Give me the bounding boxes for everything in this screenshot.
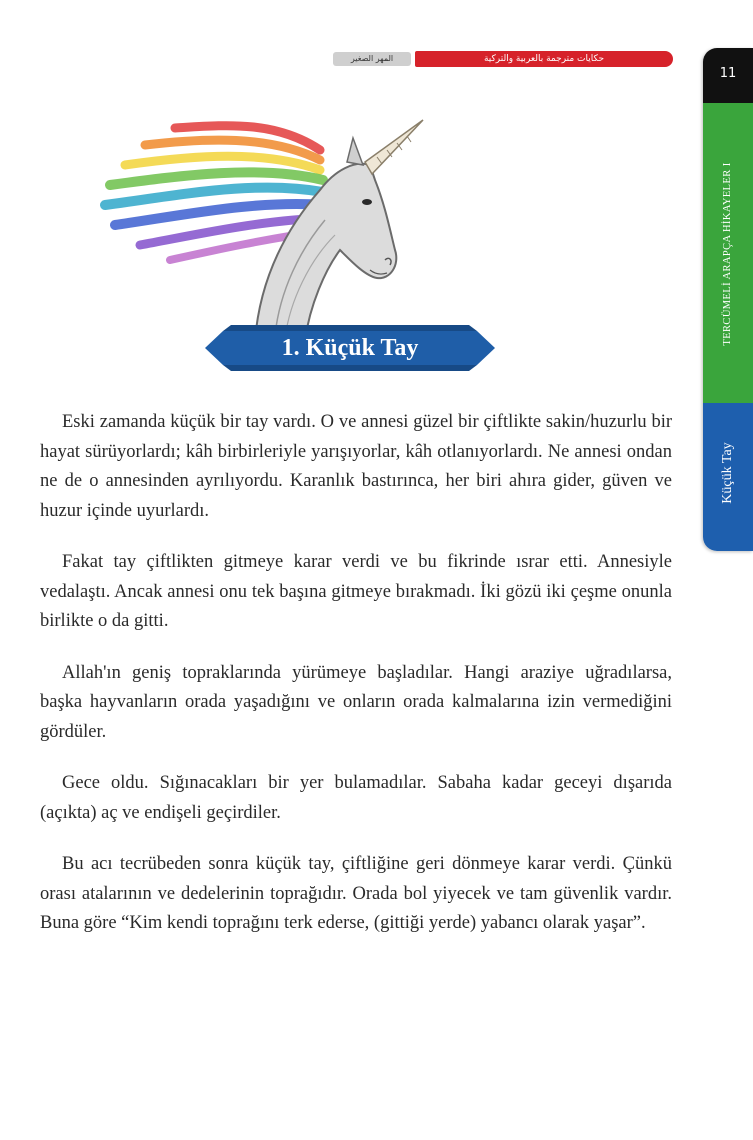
side-tab — [703, 48, 753, 551]
unicorn-head — [255, 120, 423, 340]
chapter-title: 1. Küçük Tay — [281, 335, 419, 361]
paragraph: Bu acı tecrübeden sonra küçük tay, çiftliğine geri dönmeye karar verdi. Çünkü orası atalarının ve dedelerinin toprağıdır. Orada bol yiyecek ve tam güvenlik vardır. Buna göre “Kim kendi toprağını terk ederse, (gittiği yerde) yabancı olarak yaşar”. — [40, 854, 672, 933]
header-series-label: حكايات مترجمة بالعربية والتركية — [415, 51, 673, 67]
story-body — [40, 408, 672, 961]
chapter-title-ribbon — [205, 325, 495, 371]
header-small-label: المهر الصغير — [333, 52, 411, 66]
series-title-vertical: TERCÜMELİ ARAPÇA HİKAYELER I — [722, 162, 733, 346]
page-number: 11 — [719, 66, 737, 81]
paragraph: Eski zamanda küçük bir tay vardı. O ve annesi güzel bir çiftlikte sakin/huzurlu bir hayat sürüyorlardı; kâh birbirleriyle yarışıyorlar, kâh otlanıyorlardı. Ne annesi ondan ne de o annesinden ayrılıyordu. Karanlık bastırınca, her biri ahıra gider, güven ve huzur içinde uyurlardı. — [40, 412, 672, 521]
unicorn-illustration — [85, 110, 435, 355]
header-strip — [333, 50, 673, 68]
page-number-box — [703, 48, 753, 103]
story-title-vertical: Küçük Tay — [720, 442, 735, 504]
paragraph: Allah'ın geniş topraklarında yürümeye başladılar. Hangi araziye uğradılarsa, başka hayvanların orada yaşadığını ve onların orada kalmalarına izin vermediğini gördüler. — [40, 662, 672, 742]
paragraph: Fakat tay çiftlikten gitmeye karar verdi ve bu fikrinde ısrar etti. Annesiyle vedalaştı. Ancak annesi onu tek başına gitmeye bırakmadı. İki gözü iki çeşme onunla birlikte o da gitti. — [40, 552, 672, 631]
paragraph: Gece oldu. Sığınacakları bir yer bulamadılar. Sabaha kadar geceyi dışarıda (açıkta) aç ve endişeli geçirdiler. — [40, 773, 672, 823]
